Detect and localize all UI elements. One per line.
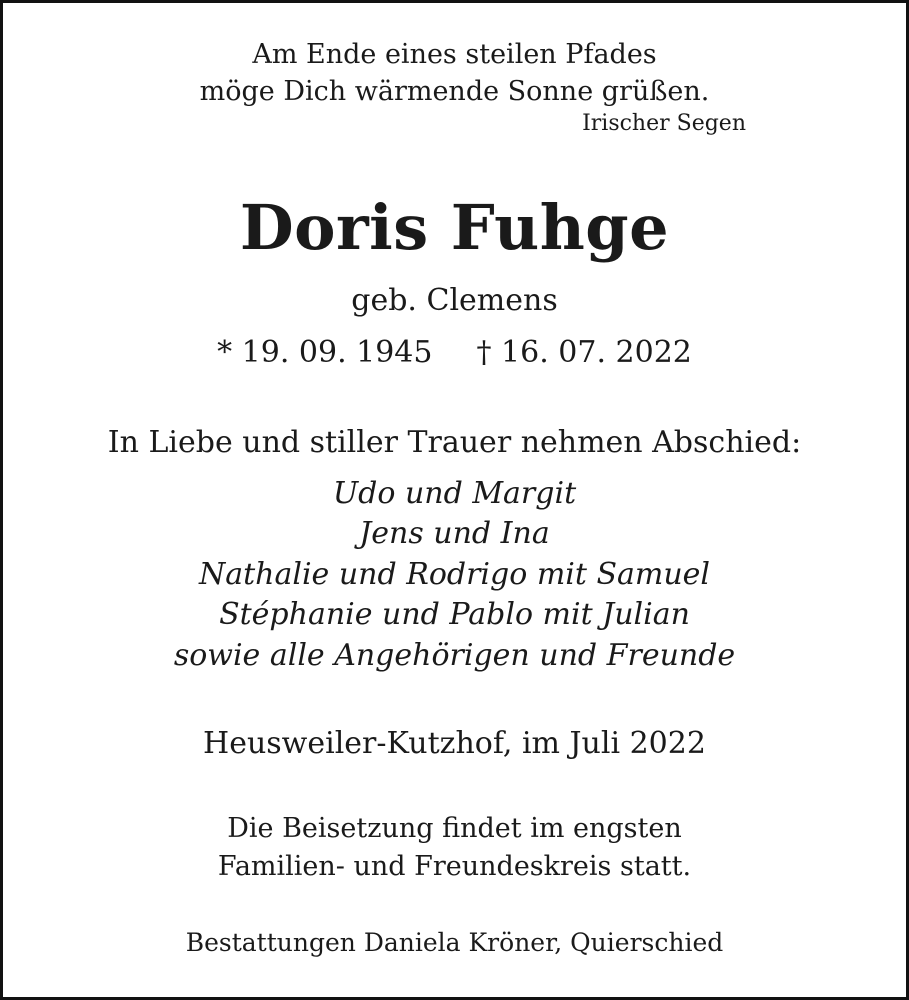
burial-line-2: Familien- und Freundeskreis statt. xyxy=(217,851,692,882)
mourner-line: Udo und Margit xyxy=(332,476,577,511)
motto-source: Irischer Segen xyxy=(582,111,746,136)
death-date: † 16. 07. 2022 xyxy=(476,335,692,370)
birth-date: * 19. 09. 1945 xyxy=(217,335,433,370)
motto-line-1: Am Ende eines steilen Pfades xyxy=(252,39,657,70)
deceased-name: Doris Fuhge xyxy=(239,191,670,264)
life-dates xyxy=(3,335,906,370)
burial-line-1: Die Beisetzung findet im engsten xyxy=(227,813,682,844)
mourning-intro: In Liebe und stiller Trauer nehmen Abschied: xyxy=(107,425,802,460)
place-and-date: Heusweiler-Kutzhof, im Juli 2022 xyxy=(203,726,706,761)
mourner-line: Stéphanie und Pablo mit Julian xyxy=(219,597,690,632)
mourner-line: Jens und Ina xyxy=(359,516,550,551)
maiden-name: geb. Clemens xyxy=(351,283,558,318)
mourner-line: sowie alle Angehörigen und Freunde xyxy=(173,638,736,673)
motto-line-2: möge Dich wärmende Sonne grüßen. xyxy=(199,76,710,107)
undertaker: Bestattungen Daniela Kröner, Quierschied xyxy=(185,928,724,957)
mourner-line: Nathalie und Rodrigo mit Samuel xyxy=(198,557,711,592)
